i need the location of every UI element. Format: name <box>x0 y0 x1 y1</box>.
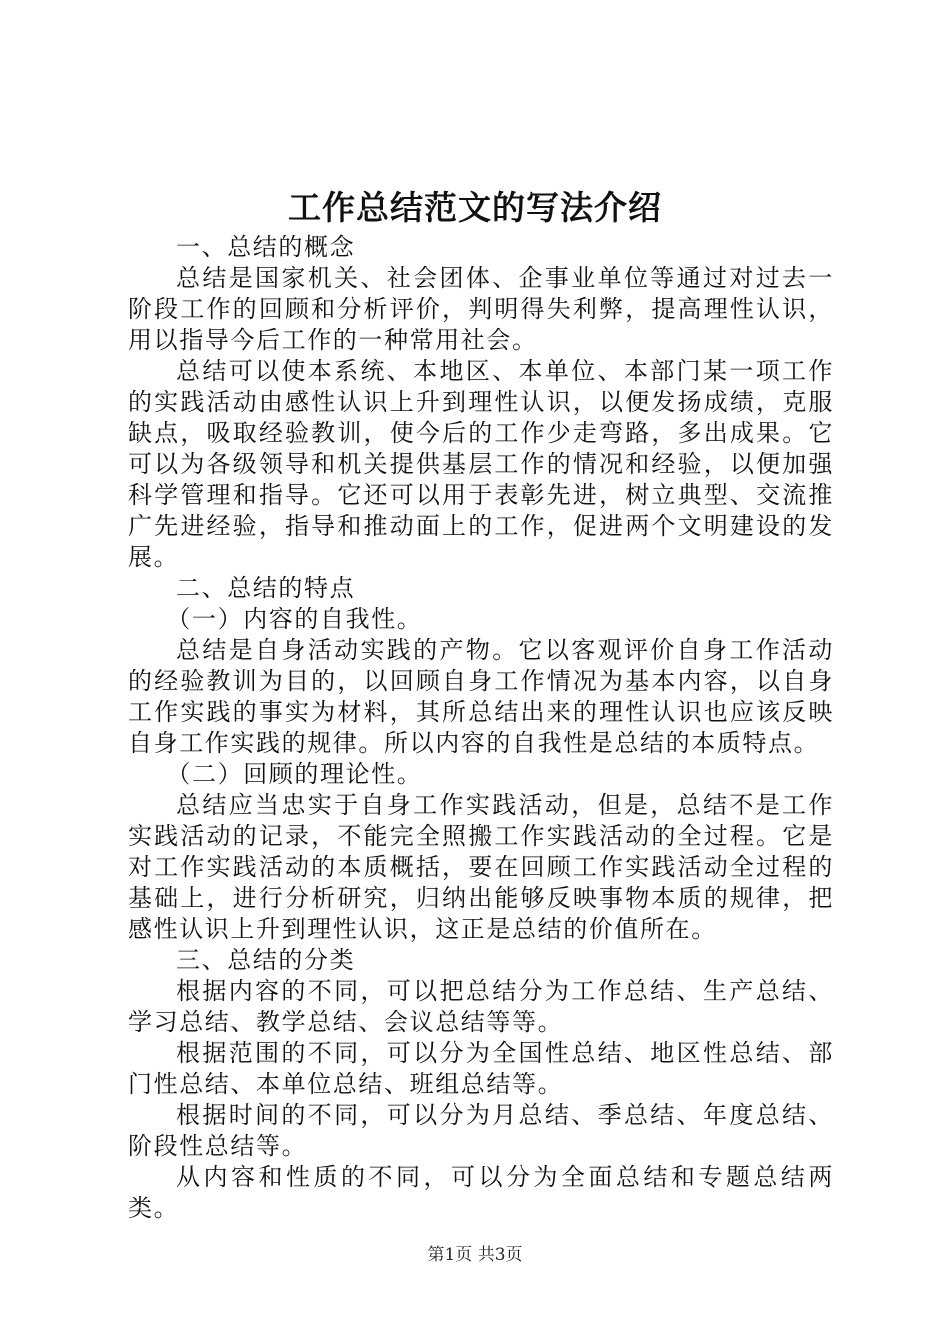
section-heading: 三、总结的分类 <box>176 946 356 974</box>
document-body <box>128 232 834 1224</box>
paragraph: 根据范围的不同，可以分为全国性总结、地区性总结、部门性总结、本单位总结、班组总结等。 <box>128 1039 834 1098</box>
paragraph: 总结是国家机关、社会团体、企事业单位等通过对过去一阶段工作的回顾和分析评价，判明得失利弊，提高理性认识，用以指导今后工作的一种常用社会。 <box>128 264 834 354</box>
subsection-heading: （一）内容的自我性。 <box>166 605 423 633</box>
section-heading: 二、总结的特点 <box>176 574 356 602</box>
subsection-heading: （二）回顾的理论性。 <box>166 760 423 788</box>
paragraph: 总结是自身活动实践的产物。它以客观评价自身工作活动的经验教训为目的，以回顾自身工作情况为基本内容，以自身工作实践的事实为材料，其所总结出来的理性认识也应该反映自身工作实践的规律。所以内容的自我性是总结的本质特点。 <box>128 636 834 757</box>
paragraph: 根据内容的不同，可以把总结分为工作总结、生产总结、学习总结、教学总结、会议总结等等。 <box>128 977 834 1036</box>
paragraph: 总结应当忠实于自身工作实践活动，但是，总结不是工作实践活动的记录，不能完全照搬工作实践活动的全过程。它是对工作实践活动的本质概括，要在回顾工作实践活动全过程的基础上，进行分析研究，归纳出能够反映事物本质的规律，把感性认识上升到理性认识，这正是总结的价值所在。 <box>128 791 834 943</box>
paragraph: 总结可以使本系统、本地区、本单位、本部门某一项工作的实践活动由感性认识上升到理性认识，以便发扬成绩，克服缺点，吸取经验教训，使今后的工作少走弯路，多出成果。它可以为各级领导和机关提供基层工作的情况和经验，以便加强科学管理和指导。它还可以用于表彰先进，树立典型、交流推广先进经验，指导和推动面上的工作，促进两个文明建设的发展。 <box>128 357 834 571</box>
paragraph: 根据时间的不同，可以分为月总结、季总结、年度总结、阶段性总结等。 <box>128 1101 834 1160</box>
document-title: 工作总结范文的写法介绍 <box>288 188 662 227</box>
paragraph: 从内容和性质的不同，可以分为全面总结和专题总结两类。 <box>128 1163 834 1222</box>
section-heading: 一、总结的概念 <box>176 233 356 261</box>
page-number-footer: 第1页 共3页 <box>427 1245 523 1265</box>
